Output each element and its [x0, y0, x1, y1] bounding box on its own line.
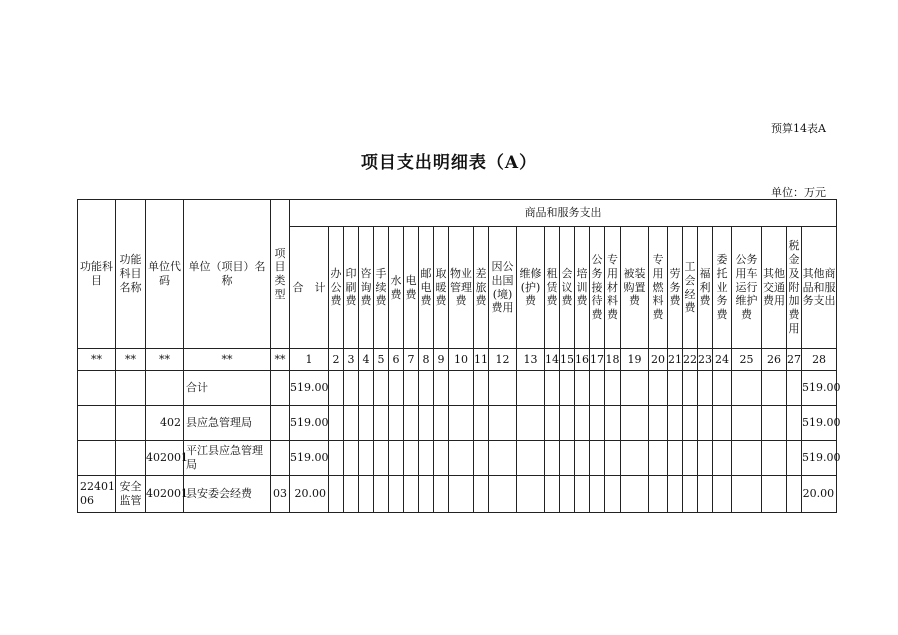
cell-unit-code: 402 [146, 406, 184, 441]
cell-empty [575, 441, 590, 476]
header-project-type: 项目类型 [271, 200, 290, 349]
cell-empty [374, 371, 389, 406]
header-item: 取暖费 [434, 227, 449, 349]
cell-empty [389, 406, 404, 441]
header-item: 水费 [389, 227, 404, 349]
header-item: 福利费 [698, 227, 713, 349]
index-number: 28 [802, 349, 837, 371]
index-stars: ** [146, 349, 184, 371]
cell-empty [683, 406, 698, 441]
cell-unit-name: 平江县应急管理局 [184, 441, 271, 476]
cell-empty [575, 476, 590, 513]
index-stars: ** [271, 349, 290, 371]
index-number: 3 [344, 349, 359, 371]
cell-empty [545, 476, 560, 513]
cell-total: 20.00 [290, 476, 329, 513]
cell-func-code: 2240106 [78, 476, 116, 513]
index-stars: ** [78, 349, 116, 371]
header-unit-name: 单位（项目）名称 [184, 200, 271, 349]
cell-empty [560, 441, 575, 476]
cell-empty [389, 476, 404, 513]
form-number: 预算14表A [771, 122, 826, 135]
cell-empty [344, 441, 359, 476]
header-item: 因公出国(境)费用 [489, 227, 517, 349]
index-number: 25 [732, 349, 762, 371]
cell-other-goods-services: 519.00 [802, 371, 837, 406]
cell-other-goods-services: 519.00 [802, 406, 837, 441]
cell-empty [329, 441, 344, 476]
cell-empty [732, 406, 762, 441]
cell-other-goods-services: 20.00 [802, 476, 837, 513]
index-number: 2 [329, 349, 344, 371]
table-row [78, 406, 837, 441]
cell-empty [404, 441, 419, 476]
index-number: 26 [762, 349, 787, 371]
cell-empty [489, 476, 517, 513]
cell-empty [434, 476, 449, 513]
page-title: 项目支出明细表（A） [360, 153, 538, 173]
header-func-code: 功能科目 [78, 200, 116, 349]
header-item: 印刷费 [344, 227, 359, 349]
unit-label: 单位：万元 [771, 186, 826, 199]
cell-empty [449, 371, 474, 406]
cell-empty [374, 441, 389, 476]
index-number: 27 [787, 349, 802, 371]
header-item: 其他交通费用 [762, 227, 787, 349]
cell-empty [419, 476, 434, 513]
cell-empty [762, 476, 787, 513]
cell-empty [713, 371, 732, 406]
cell-empty [389, 441, 404, 476]
cell-empty [605, 476, 621, 513]
cell-empty [329, 476, 344, 513]
header-item: 税金及附加费用 [787, 227, 802, 349]
cell-empty [605, 441, 621, 476]
cell-empty [517, 371, 545, 406]
cell-empty [621, 476, 649, 513]
cell-empty [474, 476, 489, 513]
cell-empty [517, 406, 545, 441]
index-number: 17 [590, 349, 605, 371]
detail-table [77, 199, 841, 513]
cell-empty [762, 441, 787, 476]
cell-empty [517, 441, 545, 476]
cell-unit-code: 402001 [146, 441, 184, 476]
cell-empty [474, 441, 489, 476]
cell-empty [545, 406, 560, 441]
index-number: 24 [713, 349, 732, 371]
cell-empty [590, 406, 605, 441]
cell-empty [359, 371, 374, 406]
header-item: 公务用车运行维护费 [732, 227, 762, 349]
header-item: 会议费 [560, 227, 575, 349]
header-item: 其他商品和服务支出 [802, 227, 837, 349]
header-item: 手续费 [374, 227, 389, 349]
cell-project-type [271, 371, 290, 406]
cell-empty [590, 371, 605, 406]
table-row [78, 371, 837, 406]
cell-empty [605, 371, 621, 406]
cell-total: 519.00 [290, 406, 329, 441]
cell-empty [489, 371, 517, 406]
table-row [78, 476, 837, 513]
cell-empty [517, 476, 545, 513]
header-item: 专用燃料费 [649, 227, 668, 349]
index-number: 23 [698, 349, 713, 371]
cell-empty [668, 441, 683, 476]
cell-empty [575, 371, 590, 406]
cell-empty [419, 441, 434, 476]
index-number: 14 [545, 349, 560, 371]
index-stars: ** [116, 349, 146, 371]
cell-empty [344, 406, 359, 441]
cell-empty [434, 406, 449, 441]
header-item: 工会经费 [683, 227, 698, 349]
header-item: 办公费 [329, 227, 344, 349]
header-item: 公务接待费 [590, 227, 605, 349]
cell-empty [344, 371, 359, 406]
cell-empty [489, 441, 517, 476]
cell-empty [374, 476, 389, 513]
cell-project-type: 03 [271, 476, 290, 513]
cell-func-name: 安全监管 [116, 476, 146, 513]
cell-empty [787, 406, 802, 441]
header-item: 劳务费 [668, 227, 683, 349]
cell-empty [762, 406, 787, 441]
index-number: 7 [404, 349, 419, 371]
index-number: 20 [649, 349, 668, 371]
cell-empty [545, 371, 560, 406]
index-number: 16 [575, 349, 590, 371]
cell-empty [683, 476, 698, 513]
cell-empty [732, 441, 762, 476]
cell-empty [762, 371, 787, 406]
header-item: 委托业务费 [713, 227, 732, 349]
cell-empty [732, 476, 762, 513]
cell-unit-name: 合计 [184, 371, 271, 406]
cell-empty [787, 441, 802, 476]
cell-empty [649, 406, 668, 441]
cell-empty [419, 406, 434, 441]
index-stars: ** [184, 349, 271, 371]
index-number: 11 [474, 349, 489, 371]
cell-empty [590, 441, 605, 476]
cell-project-type [271, 406, 290, 441]
cell-empty [560, 371, 575, 406]
cell-empty [713, 441, 732, 476]
cell-unit-name: 县应急管理局 [184, 406, 271, 441]
index-number: 8 [419, 349, 434, 371]
cell-empty [359, 406, 374, 441]
cell-other-goods-services: 519.00 [802, 441, 837, 476]
cell-empty [698, 371, 713, 406]
index-number: 22 [683, 349, 698, 371]
cell-empty [449, 441, 474, 476]
header-unit-code: 单位代码 [146, 200, 184, 349]
header-goods-services-group: 商品和服务支出 [290, 200, 837, 227]
cell-total: 519.00 [290, 441, 329, 476]
cell-empty [344, 476, 359, 513]
index-number: 21 [668, 349, 683, 371]
cell-empty [713, 406, 732, 441]
cell-empty [605, 406, 621, 441]
index-number: 6 [389, 349, 404, 371]
cell-empty [329, 406, 344, 441]
cell-empty [404, 476, 419, 513]
index-number: 15 [560, 349, 575, 371]
table-row [78, 441, 837, 476]
header-item: 维修(护)费 [517, 227, 545, 349]
header-item: 专用材料费 [605, 227, 621, 349]
cell-empty [621, 441, 649, 476]
index-number: 18 [605, 349, 621, 371]
index-number: 4 [359, 349, 374, 371]
cell-empty [560, 476, 575, 513]
cell-empty [449, 476, 474, 513]
cell-empty [787, 476, 802, 513]
header-func-name: 功能科目名称 [116, 200, 146, 349]
cell-func-name [116, 371, 146, 406]
cell-empty [683, 441, 698, 476]
cell-unit-name: 县安委会经费 [184, 476, 271, 513]
cell-empty [621, 371, 649, 406]
cell-func-code [78, 371, 116, 406]
cell-empty [668, 371, 683, 406]
cell-empty [575, 406, 590, 441]
cell-empty [649, 476, 668, 513]
header-item: 物业管理费 [449, 227, 474, 349]
index-number: 10 [449, 349, 474, 371]
cell-empty [787, 371, 802, 406]
cell-unit-code: 402001 [146, 476, 184, 513]
cell-empty [649, 441, 668, 476]
cell-empty [560, 406, 575, 441]
header-item: 培训费 [575, 227, 590, 349]
index-number: 13 [517, 349, 545, 371]
cell-empty [668, 406, 683, 441]
cell-empty [621, 406, 649, 441]
cell-empty [359, 476, 374, 513]
cell-empty [545, 441, 560, 476]
header-item: 电费 [404, 227, 419, 349]
index-number: 19 [621, 349, 649, 371]
cell-func-code [78, 406, 116, 441]
cell-empty [329, 371, 344, 406]
header-item: 差旅费 [474, 227, 489, 349]
index-number: 5 [374, 349, 389, 371]
cell-empty [698, 441, 713, 476]
header-item: 被装购置费 [621, 227, 649, 349]
cell-empty [474, 406, 489, 441]
cell-empty [698, 476, 713, 513]
cell-empty [732, 371, 762, 406]
index-number: 1 [290, 349, 329, 371]
cell-empty [434, 371, 449, 406]
index-number: 9 [434, 349, 449, 371]
cell-project-type [271, 441, 290, 476]
cell-func-name [116, 441, 146, 476]
cell-empty [374, 406, 389, 441]
header-item: 合 计 [290, 227, 329, 349]
cell-empty [590, 476, 605, 513]
cell-func-code [78, 441, 116, 476]
cell-empty [474, 371, 489, 406]
cell-empty [419, 371, 434, 406]
cell-unit-code [146, 371, 184, 406]
header-item: 租赁费 [545, 227, 560, 349]
cell-empty [489, 406, 517, 441]
index-number: 12 [489, 349, 517, 371]
header-item: 咨询费 [359, 227, 374, 349]
cell-empty [359, 441, 374, 476]
cell-empty [649, 371, 668, 406]
cell-empty [713, 476, 732, 513]
cell-empty [404, 371, 419, 406]
cell-empty [668, 476, 683, 513]
cell-total: 519.00 [290, 371, 329, 406]
cell-func-name [116, 406, 146, 441]
cell-empty [404, 406, 419, 441]
cell-empty [389, 371, 404, 406]
cell-empty [449, 406, 474, 441]
cell-empty [434, 441, 449, 476]
header-item: 邮电费 [419, 227, 434, 349]
cell-empty [698, 406, 713, 441]
cell-empty [683, 371, 698, 406]
